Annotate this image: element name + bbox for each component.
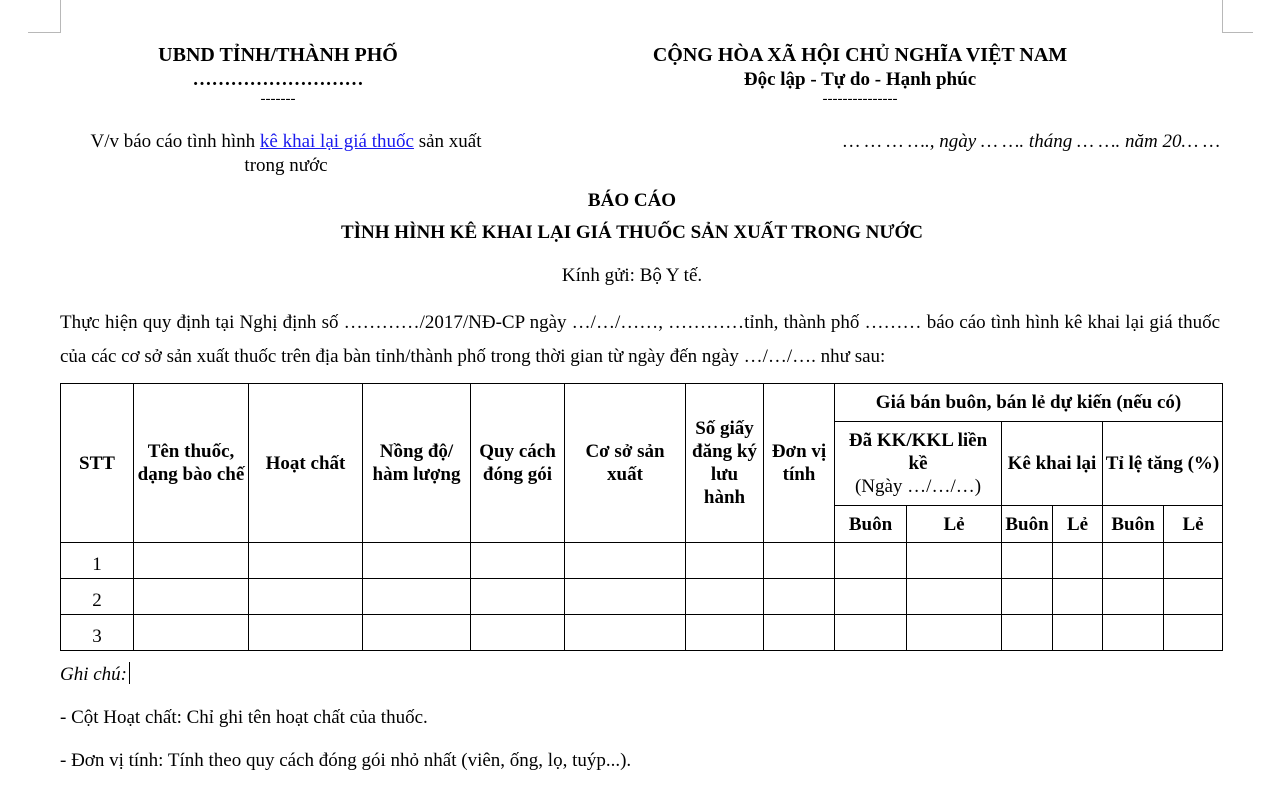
header-packaging: Quy cách đóng gói xyxy=(471,384,565,543)
table-cell[interactable] xyxy=(565,543,686,579)
table-cell[interactable] xyxy=(764,543,835,579)
table-cell[interactable] xyxy=(907,579,1002,615)
header-increase-rate: Tỉ lệ tăng (%) xyxy=(1103,422,1223,506)
subject-prefix: V/v báo cáo tình hình xyxy=(90,131,260,152)
previous-declared-label: Đã KK/KKL liền kề xyxy=(848,430,988,474)
subject-suffix: sản xuất trong nước xyxy=(244,131,482,176)
table-cell[interactable] xyxy=(249,579,363,615)
header-retail-previous: Lẻ xyxy=(907,506,1002,543)
header-active-ingredient: Hoạt chất xyxy=(249,384,363,543)
table-cell[interactable] xyxy=(686,615,764,651)
table-cell[interactable] xyxy=(835,615,907,651)
issuer-dots: ……………………… xyxy=(192,69,364,90)
text-cursor xyxy=(129,662,130,684)
issuer-divider: ------- xyxy=(260,91,296,107)
title-line-2: TÌNH HÌNH KÊ KHAI LẠI GIÁ THUỐC SẢN XUẤT TRONG NƯỚC xyxy=(340,222,924,243)
table-row xyxy=(61,579,1223,615)
intro-paragraph: Thực hiện quy định tại Nghị định số …………/2017/NĐ-CP ngày …/…/……, …………tỉnh, thành phố ……… báo cáo tình hình kê khai lại giá thuốc của các cơ sở sản xuất thuốc trên địa bàn tỉnh/thành phố trong thời gian từ ngày đến ngày …/…/…. như sau: xyxy=(60,312,1220,367)
table-cell[interactable] xyxy=(249,615,363,651)
table-cell[interactable] xyxy=(1164,579,1223,615)
table-cell[interactable] xyxy=(1002,615,1053,651)
header-unit: Đơn vị tính xyxy=(764,384,835,543)
issuer-header xyxy=(100,42,456,108)
notes-label xyxy=(60,662,130,687)
national-motto: Độc lập - Tự do - Hạnh phúc xyxy=(743,69,977,90)
title-line-1: BÁO CÁO xyxy=(587,190,677,211)
table-cell[interactable] xyxy=(686,579,764,615)
notes-label-text: Ghi chú: xyxy=(60,664,128,685)
table-cell[interactable] xyxy=(134,579,249,615)
table-cell[interactable] xyxy=(1053,579,1103,615)
table-cell[interactable] xyxy=(1164,615,1223,651)
header-retail-redeclared: Lẻ xyxy=(1053,506,1103,543)
header-wholesale-redeclared: Buôn xyxy=(1002,506,1053,543)
table-cell[interactable] xyxy=(1053,543,1103,579)
previous-declared-date: (Ngày …/…/…) xyxy=(854,476,982,497)
header-wholesale-previous: Buôn xyxy=(835,506,907,543)
header-retail-rate: Lẻ xyxy=(1164,506,1223,543)
table-cell[interactable] xyxy=(1103,579,1164,615)
table-cell[interactable] xyxy=(565,615,686,651)
motto-divider: --------------- xyxy=(822,91,898,107)
table-row xyxy=(61,543,1223,579)
table-cell[interactable] xyxy=(835,543,907,579)
recipient-line: Kính gửi: Bộ Y tế. xyxy=(561,265,703,286)
header-redeclared: Kê khai lại xyxy=(1002,422,1103,506)
note-item-2: - Đơn vị tính: Tính theo quy cách đóng gói nhỏ nhất (viên, ống, lọ, tuýp...). xyxy=(60,750,632,771)
header-manufacturer: Cơ sở sản xuất xyxy=(565,384,686,543)
table-cell[interactable] xyxy=(249,543,363,579)
subject-link[interactable]: kê khai lại giá thuốc xyxy=(259,131,414,152)
header-registration-no: Số giấy đăng ký lưu hành xyxy=(686,384,764,543)
table-cell[interactable] xyxy=(907,615,1002,651)
table-cell[interactable] xyxy=(471,579,565,615)
table-cell[interactable] xyxy=(363,579,471,615)
table-cell[interactable] xyxy=(134,543,249,579)
table-cell[interactable] xyxy=(134,615,249,651)
table-cell[interactable] xyxy=(686,543,764,579)
header-price-group: Giá bán buôn, bán lẻ dự kiến (nếu có) xyxy=(835,384,1223,422)
table-cell[interactable] xyxy=(764,615,835,651)
table-cell[interactable] xyxy=(1103,543,1164,579)
table-cell[interactable] xyxy=(471,615,565,651)
subject-line xyxy=(76,130,496,178)
header-concentration: Nồng độ/ hàm lượng xyxy=(363,384,471,543)
crop-mark-top-right xyxy=(1222,0,1253,33)
table-cell[interactable] xyxy=(1164,543,1223,579)
table-row xyxy=(61,615,1223,651)
document-title xyxy=(0,189,1264,245)
table-cell[interactable] xyxy=(1002,543,1053,579)
table-cell[interactable] xyxy=(471,543,565,579)
header-previous-declared xyxy=(835,422,1002,506)
table-cell[interactable] xyxy=(1103,615,1164,651)
table-cell[interactable] xyxy=(363,615,471,651)
header-drug-name: Tên thuốc, dạng bào chế xyxy=(134,384,249,543)
table-cell[interactable] xyxy=(907,543,1002,579)
row-number: 3 xyxy=(61,615,134,651)
table-cell[interactable] xyxy=(764,579,835,615)
report-table xyxy=(60,383,1223,651)
national-header xyxy=(590,42,1130,108)
row-number: 1 xyxy=(61,543,134,579)
header-wholesale-rate: Buôn xyxy=(1103,506,1164,543)
table-cell[interactable] xyxy=(565,579,686,615)
row-number: 2 xyxy=(61,579,134,615)
table-cell[interactable] xyxy=(1002,579,1053,615)
crop-mark-top-left xyxy=(28,0,61,33)
header-stt: STT xyxy=(61,384,134,543)
issuer-name: UBND TỈNH/THÀNH PHỐ xyxy=(158,44,398,66)
date-line: … … … …., ngày … …. tháng … …. năm 20… … xyxy=(843,131,1220,152)
table-cell[interactable] xyxy=(1053,615,1103,651)
country-name: CỘNG HÒA XÃ HỘI CHỦ NGHĨA VIỆT NAM xyxy=(652,44,1068,66)
table-cell[interactable] xyxy=(363,543,471,579)
table-cell[interactable] xyxy=(835,579,907,615)
note-item-1: - Cột Hoạt chất: Chỉ ghi tên hoạt chất của thuốc. xyxy=(60,707,428,728)
